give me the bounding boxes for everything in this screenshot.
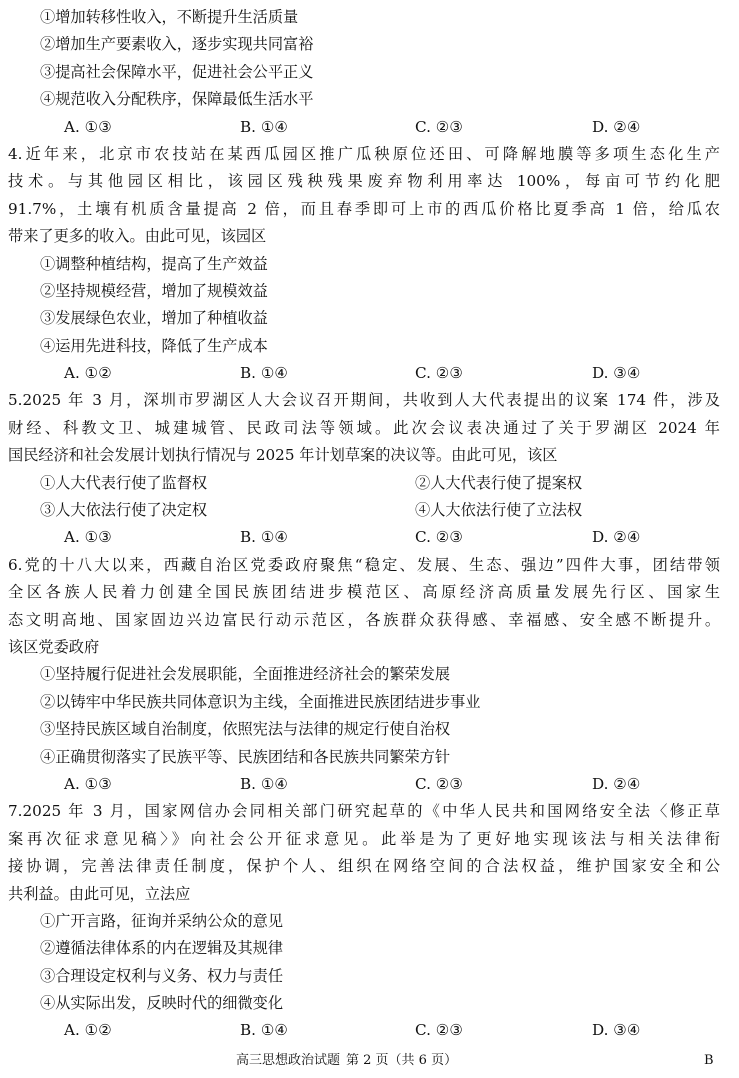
choice-b: B. ①④ [240, 1021, 289, 1040]
statement-1: ①人大代表行使了监督权 [40, 473, 208, 492]
stem-line: 接协调，完善法律责任制度，保护个人、组织在网络空间的合法权益，维护国家安全和公 [8, 857, 720, 876]
statement-line: ②坚持规模经营，增加了规模效益 [40, 281, 268, 300]
question-3-statements [40, 4, 720, 114]
statement-4: ④人大依法行使了立法权 [415, 501, 583, 520]
statement-line: ③提高社会保障水平，促进社会公平正义 [40, 62, 314, 81]
page-footer [0, 1050, 739, 1072]
questions-column [8, 4, 720, 1045]
stem-line: 全区各族人民着力创建全国民族团结进步模范区、高原经济高质量发展先行区、国家生 [8, 583, 720, 602]
stem-line: 带来了更多的收入。由此可见，该园区 [8, 227, 267, 246]
question-5-stem [8, 387, 720, 469]
question-6-statements [40, 661, 720, 771]
statement-line: ③合理设定权利与义务、权力与责任 [40, 966, 283, 985]
choice-d: D. ②④ [592, 774, 641, 793]
choice-b: B. ①④ [240, 364, 289, 383]
stem-line: 财经、科教文卫、城建城管、民政司法等领域。此次会议表决通过了关于罗湖区 2024 年 [8, 418, 720, 437]
choice-c: C. ②③ [415, 117, 463, 136]
question-4-stem [8, 141, 720, 251]
choice-d: D. ③④ [592, 1021, 641, 1040]
question-6-stem [8, 552, 720, 662]
statement-line: ③坚持民族区域自治制度，依照宪法与法律的规定行使自治权 [40, 720, 451, 739]
stem-line: 4.近年来，北京市农技站在某西瓜园区推广瓜秧原位还田、可降解地膜等多项生态化生产 [8, 144, 720, 163]
question-5-choices [40, 524, 720, 551]
choice-a: A. ①② [64, 364, 112, 383]
choice-a: A. ①③ [64, 117, 112, 136]
choice-c: C. ②③ [415, 528, 463, 547]
choice-c: C. ②③ [415, 364, 463, 383]
statement-line: ④运用先进科技，降低了生产成本 [40, 336, 268, 355]
choice-a: A. ①③ [64, 774, 112, 793]
choice-a: A. ①② [64, 1021, 112, 1040]
stem-line: 态文明高地、国家固边兴边富民行动示范区，各族群众获得感、幸福感、安全感不断提升。 [8, 610, 720, 629]
question-3-choices [40, 114, 720, 141]
statement-line: ①坚持履行促进社会发展职能，全面推进经济社会的繁荣发展 [40, 665, 451, 684]
stem-line: 5.2025 年 3 月，深圳市罗湖区人大会议召开期间，共收到人大代表提出的议案 174 件，涉及 [8, 391, 720, 410]
choice-b: B. ①④ [240, 117, 289, 136]
statement-line: ②以铸牢中华民族共同体意识为主线，全面推进民族团结进步事业 [40, 692, 481, 711]
choice-c: C. ②③ [415, 774, 463, 793]
question-7-stem [8, 798, 720, 908]
question-7-choices [40, 1017, 720, 1044]
question-4-choices [40, 360, 720, 387]
question-5-statements-row-2 [40, 497, 720, 524]
stem-line: 7.2025 年 3 月，国家网信办会同相关部门研究起草的《中华人民共和国网络安全法〈修正草 [8, 802, 720, 821]
question-4-statements [40, 251, 720, 361]
statement-line: ①广开言路，征询并采纳公众的意见 [40, 911, 283, 930]
question-7-statements [40, 908, 720, 1018]
exam-title: 高三思想政治试题 [236, 1053, 341, 1068]
statement-line: ①增加转移性收入，不断提升生活质量 [40, 8, 299, 26]
stem-line: 共利益。由此可见，立法应 [8, 884, 191, 903]
paper-version: B [704, 1053, 714, 1068]
choice-d: D. ②④ [592, 528, 641, 547]
choice-c: C. ②③ [415, 1021, 463, 1040]
question-5-statements-row-1 [40, 470, 720, 497]
statement-2: ②人大代表行使了提案权 [415, 473, 583, 492]
choice-d: D. ②④ [592, 117, 641, 136]
stem-line: 技术。与其他园区相比，该园区残秧残果废弃物利用率达 100%，每亩可节约化肥 [8, 172, 720, 191]
choice-b: B. ①④ [240, 774, 289, 793]
stem-line: 案再次征求意见稿〉》向社会公开征求意见。此举是为了更好地实现该法与相关法律衔 [8, 829, 720, 848]
statement-line: ④规范收入分配秩序，保障最低生活水平 [40, 90, 314, 109]
stem-line: 该区党委政府 [8, 637, 100, 656]
stem-line: 国民经济和社会发展计划执行情况与 2025 年计划草案的决议等。由此可见，该区 [8, 446, 558, 465]
stem-line: 91.7%，土壤有机质含量提高 2 倍，而且春季即可上市的西瓜价格比夏季高 1 倍，给瓜农 [8, 199, 720, 218]
statement-line: ③发展绿色农业，增加了种植收益 [40, 309, 268, 328]
statement-line: ④正确贯彻落实了民族平等、民族团结和各民族共同繁荣方针 [40, 747, 451, 766]
statement-3: ③人大依法行使了决定权 [40, 501, 208, 520]
statement-line: ④从实际出发，反映时代的细微变化 [40, 994, 283, 1013]
stem-line: 6.党的十八大以来，西藏自治区党委政府聚焦“稳定、发展、生态、强边”四件大事，团结带领 [8, 555, 720, 574]
statement-line: ②遵循法律体系的内在逻辑及其规律 [40, 939, 283, 958]
choice-d: D. ③④ [592, 364, 641, 383]
choice-a: A. ①③ [64, 528, 112, 547]
question-6-choices [40, 771, 720, 798]
choice-b: B. ①④ [240, 528, 289, 547]
page-number: 第 2 页（共 6 页） [346, 1053, 458, 1068]
statement-line: ①调整种植结构，提高了生产效益 [40, 254, 268, 273]
statement-line: ②增加生产要素收入，逐步实现共同富裕 [40, 35, 314, 54]
